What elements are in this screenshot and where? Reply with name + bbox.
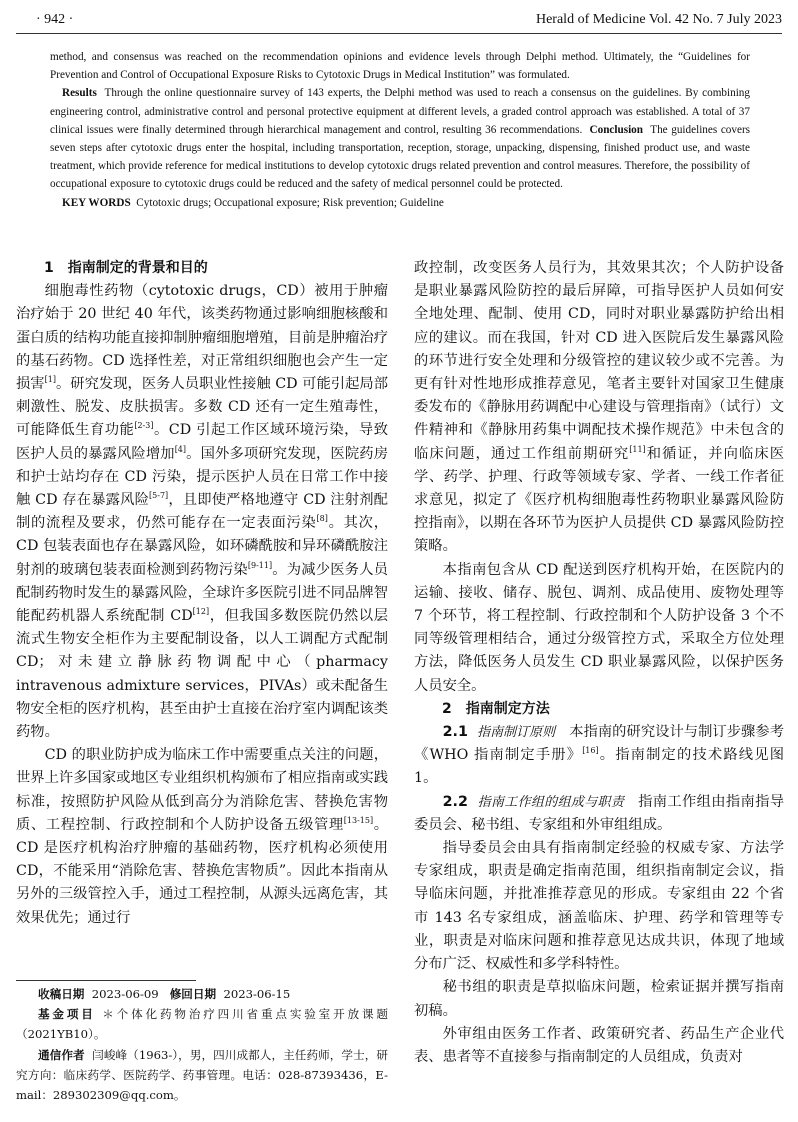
paragraph: 本指南包含从 CD 配送到医疗机构开始，在医院内的运输、接收、储存、脱包、调剂、成品使用、废物处理等 7 个环节，将工程控制、行政控制和个人防护设备 3 个不同等级管理相结合，通过分级管控方式，采取全方位处理方法，降低医务人员发生 CD 职业暴露风险，以保护医务人员安全。 <box>414 561 784 694</box>
paragraph: 外审组由医务工作者、政策研究者、药品生产企业代表、患者等不直接参与指南制定的人员组成，负责对 <box>414 1025 784 1065</box>
paragraph: 秘书组的职责是草拟临床问题，检索证据并撰写指南初稿。 <box>414 979 784 1019</box>
paragraph: 指导委员会由具有指南制定经验的权威专家、方法学专家组成，职责是确定指南范围，组织指南制定会议，指导临床问题，并批准推荐意见的形成。专家组由 22 个省市 143 名专家组成，涵盖临床、护理、药学和管理等专业，职责是对临床问题和推荐意见达成共识，体现了地域分布广泛、权威性和多学科特性。 <box>414 840 784 973</box>
footnote-rule <box>16 980 196 981</box>
paragraph: 细胞毒性药物（cytotoxic drugs，CD）被用于肿瘤治疗始于 20 世纪 40 年代，该类药物通过影响细胞核酸和蛋白质的结构功能直接抑制肿瘤细胞增殖，目前是肿瘤治疗的基石药物。CD 选择性差，对正常组织细胞也会产生一定损害[1]。研究发现，医务人员职业性接触 CD 可能引起局部刺激性、脱发、皮肤损害。多数 CD 还有一定生殖毒性，可能降低生育功能[2-3]。CD 引起工作区域环境污染，导致医护人员的暴露风险增加[4]。国外多项研究发现，医院药房和护士站均存在 CD 污染，提示医护人员在日常工作中接触 CD 存在暴露风险[5-7]，且即使严格地遵守 CD 注射剂配制的流程及要求，仍然可能存在一定表面污染[8]。其次，CD 包装表面也存在暴露风险，如环磷酰胺和异环磷酰胺注射剂的玻璃包装表面检测到药物污染[9-11]。为减少医务人员配制药物时发生的暴露风险，全球许多医院引进不同品牌智能配药机器人系统配制 CD[12]，但我国多数医院仍然以层流式生物安全柜作为主要配制设备，以人工调配方式配制 CD；对未建立静脉药物调配中心（pharmacy intravenous admixture services，PIVAs）或未配备生物安全柜的医疗机构，甚至由护士直接在治疗室内调配该类药物。 <box>16 283 389 741</box>
conclusion-text: The guidelines covers seven steps after cytotoxic drugs enter the hospital, including transportation, reception, storage, unpacking, dispensing, finished product use, and waste treatment, which provide reference for medical institutions to develop cytotoxic drugs related prevention and control measures. Therefore, the possibility of occupational exposure to cytotoxic drugs could be reduced and the safety of medical personnel could be protected. <box>50 123 751 191</box>
subsection-2-1: 2.1 指南制订原则 本指南的研究设计与制订步骤参考《WHO 指南制定手册》[16]。指南制定的技术路线见图 1。 <box>414 724 785 787</box>
paragraph: CD 的职业防护成为临床工作中需要重点关注的问题，世界上许多国家或地区专业组织机构颁布了相应指南或实践标准，按照防护风险从低到高分为消除危害、替换危害物质、工程控制、行政控制和个人防护设备五级管理[13-15]。CD 是医疗机构治疗肿瘤的基础药物，医疗机构必须使用 CD，不能采用“消除危害、替换危害物质”。因此本指南从另外的三级管控入手，通过工程控制，从源头远离危害，其效果优先；通过行 <box>16 747 389 926</box>
funding: 基金项目 ＊个体化药物治疗四川省重点实验室开放课题（2021YB10）。 <box>16 1007 388 1042</box>
english-abstract <box>50 48 750 212</box>
journal-citation: Herald of Medicine Vol. 42 No. 7 July 2023 <box>535 12 782 27</box>
section-2-heading: 2 指南制定方法 <box>442 700 550 717</box>
paragraph: 政控制，改变医务人员行为，其效果其次；个人防护设备是职业暴露风险防控的最后屏障，可指导医护人员如何安全地处理、配制、使用 CD，同时对职业暴露防护给出相应的建议。而在我国，针对 CD 进入医院后发生暴露风险的环节进行安全处理和分级管控的建议较少或不完善。为更有针对性地形成推荐意见，笔者主要针对国家卫生健康委发布的《静脉用药调配中心建设与管理指南》（试行）文件精神和《静脉用药集中调配技术操作规范》中未包含的临床问题，通过工作组前期研究[11]和循证，并向临床医学、药学、护理、行政等领域专家、学者、一线工作者征求意见，拟定了《医疗机构细胞毒性药物职业暴露风险防控指南》，以期在各环节为医护人员提供 CD 暴露风险防控策略。 <box>414 260 785 555</box>
running-header <box>36 12 782 32</box>
page-number: · 942 · <box>36 12 74 27</box>
footnote <box>16 984 388 1105</box>
dates: 收稿日期 2023-06-09 修回日期 2023-06-15 <box>38 987 291 1001</box>
right-column <box>414 257 784 1069</box>
corresponding-author: 通信作者 闫峻峰（1963-），男，四川成都人，主任药师，学士，研究方向：临床药学、医院药学、药事管理。电话：028-87393436，E-mail：289302309@qq.com。 <box>16 1047 389 1103</box>
keywords: KEY WORDS Cytotoxic drugs; Occupational exposure; Risk prevention; Guideline <box>62 196 444 209</box>
conclusion-label: Conclusion <box>589 123 643 136</box>
abstract-methods: method, and consensus was reached on the recommendation opinions and evidence levels through Delphi method. Ultimately, the “Guidelines for Prevention and Control of Occupational Exposure Risks to Cytotoxic Drugs in Medical Institution” was formulated. <box>50 51 750 82</box>
header-rule <box>16 33 782 34</box>
section-1-heading: 1 指南制定的背景和目的 <box>44 260 208 276</box>
left-column <box>16 257 388 930</box>
abstract-results: Results Through the online questionnaire survey of 143 experts, the Delphi method was used to reach a consensus on the guidelines. By combining engineering control, administrative control and personal protective equipment at different levels, a graded control approach was established. A total of 37 clinical issues were finally determined through hierarchical management and control, resulting 36 recommendations. Conclusion The guidelines covers seven steps after cytotoxic drugs enter the hospital, including transportation, reception, storage, unpacking, dispensing, finished product use, and waste treatment, which provide reference for medical institutions to develop cytotoxic drugs related prevention and control measures. Therefore, the possibility of occupational exposure to cytotoxic drugs could be reduced and the safety of medical personnel could be protected. <box>50 87 751 191</box>
subsection-2-2: 2.2 指南工作组的组成与职责 指南工作组由指南指导委员会、秘书组、专家组和外审组组成。 <box>414 793 785 833</box>
